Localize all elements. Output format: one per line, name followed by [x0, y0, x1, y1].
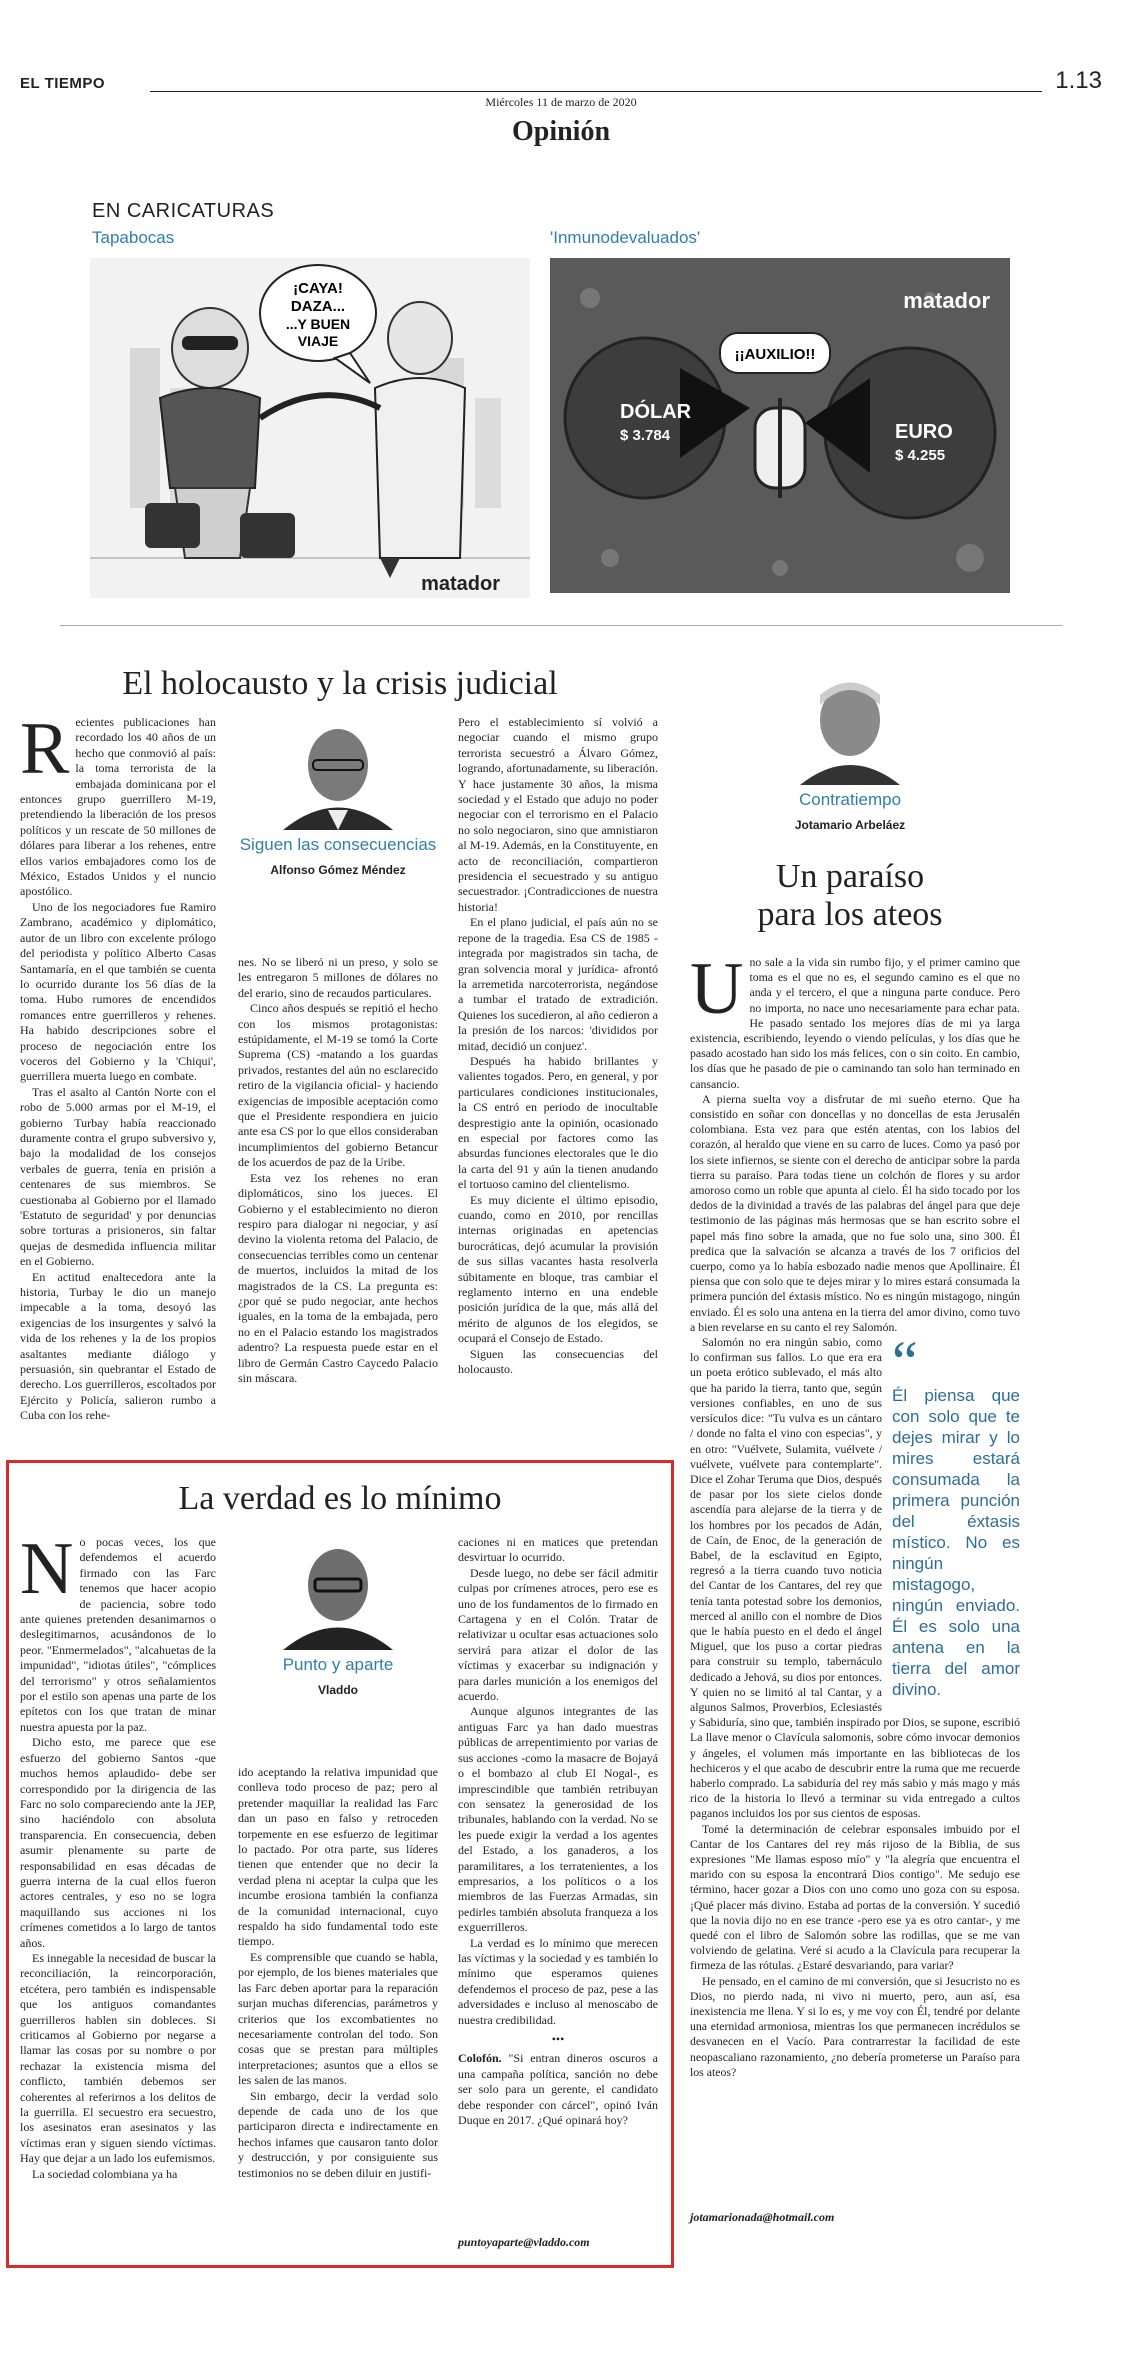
article1-column-2 [238, 955, 438, 1386]
author-photo-vladdo [273, 1535, 403, 1650]
article1-paragraph: Tras el asalto al Cantón Norte con el robo de 5.000 armas por el M-19, el gobierno Turbay había reaccionado duramente contra el grupo subversivo y, bajo la modalidad de los consejos verbales de guerra, tenía en prisión a centenares de sus miembros. Se cuestionaba al Gobierno por el llamado 'Estatuto de seguridad' y por denuncias sobre torturas a prisioneros, sin faltar quejas de desmedida influencia militar en el Gobierno. [20, 1084, 216, 1269]
cartoon-inmunodevaluados [550, 258, 1010, 593]
article3-author: Vladdo [317, 1683, 358, 1697]
article3-paragraph: Aunque algunos integrantes de las antiguas Farc ya han dado muestras públicas de arrepentimiento por varias de sus acciones -como la masacre de Bojayá o el bombazo al club El Nogal-, es imprescindible que también retribuyan con sensatez la generosidad de los tribunales, hablando con la verdad. No se les puede exigir la verdad a los agentes del Estado, a los ganaderos, a los paramilitares, a los terratenientes, a los empresarios, a los políticos o a los miembros de las Fuerzas Armadas, sin pedirles también absoluta franqueza a los exguerrilleros. [458, 1704, 658, 1935]
article1-paragraph: En actitud enaltecedora ante la historia, Turbay le dio un manejo impecable a la toma, desoyó las exigencias de los insurgentes y salvó la vida de los rehenes y la de los propios asaltantes mediante diálogo y persuasión, sin quebrantar el Estado de derecho. Los guerrilleros, escoltados por Ejército y Policía, salieron rumbo a Cuba con los rehe- [20, 1269, 216, 1423]
article2-dropcap: U [690, 948, 744, 1030]
section-divider [60, 625, 1062, 626]
article3-colofon [458, 2051, 658, 2128]
article1-column-name: Siguen las consecuencias [239, 835, 437, 854]
cartoon-tapabocas [90, 258, 530, 598]
article3-paragraph: ido aceptando la relativa impunidad que conlleva todo proceso de paz; pero al pretender maquillar la realidad las Farc dan un paso en falso y retroceden torpemente en ese esfuerzo de legitimar lo pactado. Por otra parte, sus líderes tienen que entender que no decir la verdad plena ni aceptar la culpa que les incumbe erosiona también la confianza de la comunidad internacional, cuyo respaldo ha sido fundamental todo este tiempo. [238, 1765, 438, 1949]
page-number: 1.13 [1055, 67, 1102, 94]
article2-headline-line2: para los ateos [757, 896, 943, 933]
author-photo-gomez [273, 715, 403, 830]
article2-headline [690, 858, 1010, 934]
article3-dropcap: N [20, 1528, 74, 1610]
article2-headline-line1: Un paraíso [775, 858, 925, 895]
article3-paragraph: o pocas veces, los que defendemos el acuerdo firmado con las Farc tenemos que hacer acopio de paciencia, sobre todo ante quienes pretenden desanimarnos o deslegitimarnos, acusándonos de lo peor. "Enmermelados", "alcahuetas de la impunidad", "idiotas útiles", "cómplices del terrorismo" y otros señalamientos por el estilo son apenas una parte de los epítetos con los que tratan de minar nuestra apuesta por la paz. [20, 1535, 216, 1734]
article1-paragraph: Cinco años después se repitió el hecho con los mismos protagonistas: estúpidamente, el M-19 se tomó la Corte Suprema (CS) -matando a los guardas privados, restantes del aún no esclarecido retiro de la vigilancia oficial- y haciendo exigencias de imposible aceptación como que el Presidente respondiera en juicio ante esa CS por lo que ellos consideraban incumplimientos del gobierno Betancur de los acuerdos de paz de la Uribe. [238, 1001, 438, 1170]
article3-paragraph: Es comprensible que cuando se habla, por ejemplo, de los bienes materiales que las Farc deben aportar para la reparación surjan muchas diferencias, parámetros y criterios que los excombatientes no necesariamente controlan del todo. Son cosas que se prestan para múltiples interpretaciones; asuntos que a ellos se les salen de las manos. [238, 1949, 438, 2088]
colofon-label: Colofón. [458, 2051, 502, 2066]
article2-author: Jotamario Arbeláez [794, 818, 906, 832]
cartoon-left-subtitle: Tapabocas [92, 228, 175, 247]
article3-separator: ••• [551, 2032, 565, 2046]
newspaper-brand: EL TIEMPO [20, 75, 106, 92]
article3-paragraph: Es innegable la necesidad de buscar la reconciliación, la reincorporación, etcétera, pero también es indispensable que los antiguos comandantes guerrilleros hablen sin dobleces. Si criticamos al Gobierno por negarse a llamar las cosas por su nombre o por rechazar la existencia misma del conflicto, también debemos ser coherentes al referirnos a los delitos de la guerrilla. El secuestro era secuestro, los asesinatos eran asesinatos y las víctimas eran y siguen siendo víctimas. Hay que dejar a un lado los eufemismos. [20, 1950, 216, 2166]
article3-paragraph: La sociedad colombiana ya ha [32, 2166, 178, 2181]
article1-dropcap: R [20, 708, 70, 790]
article1-column-1 [20, 708, 216, 1424]
quote-mark-icon: “ [892, 1329, 918, 1395]
article3-column-name: Punto y aparte [282, 1655, 394, 1674]
auxilio-bubble: ¡¡AUXILIO!! [734, 346, 816, 363]
article3-column-2 [238, 1765, 438, 2181]
article2-byline [730, 665, 970, 832]
cartoonist-signature: matador [421, 573, 500, 595]
article1-headline: El holocausto y la crisis judicial [122, 665, 558, 702]
euro-label: EURO [895, 421, 953, 443]
article2-body [690, 948, 1020, 2080]
article2-pullquote [892, 1329, 1020, 1700]
bubble-line-4: VIAJE [297, 333, 339, 349]
article3-paragraph: Dicho esto, me parece que ese esfuerzo del gobierno Santos -que muchos hemos aplaudido- debe ser correspondido por la dirigencia de las Farc no solo compareciendo ante la JEP, sino haciéndolo con absoluta transparencia. En consecuencia, deben asumir plenamente su parte de responsabilidad en esas décadas de guerra interna de la cual ellos fueron actores centrales, y eso no se logra maquillando sus acciones ni los crímenes cometidos a lo largo de tantos años. [20, 1735, 216, 1950]
article3-email[interactable]: puntoyaparte@vladdo.com [458, 2235, 590, 2249]
article3-column-3 [458, 1535, 658, 2128]
dolar-value: $ 3.784 [620, 427, 671, 444]
article1-paragraph: Después ha habido brillantes y valientes togados. Pero, en general, y por particulares condiciones institucionales, la CS entró en periodo de inocultable desprestigio ante la opinión, ocasionado en especial por factores como las absurdas funciones electorales que le dio la carta del 91 y aún la tienen anudando el tortuoso camino del clientelismo. [458, 1053, 658, 1192]
cartoonist-signature-right: matador [903, 288, 990, 313]
article2-column-name: Contratiempo [798, 790, 902, 809]
article3-paragraph: La verdad es lo mínimo que merecen las víctimas y la sociedad y es también lo mínimo que esperamos quienes defendemos el proceso de paz, pese a las adversidades e incluso al menoscabo de nuestra credibilidad. [458, 1935, 658, 2027]
article1-author: Alfonso Gómez Méndez [270, 863, 406, 877]
bubble-line-2: DAZA... [290, 298, 346, 315]
article2-paragraph: no sale a la vida sin rumbo fijo, y el primer camino que toma es el que no es, el segundo camino es el que no anda y el tercero, el que a ninguna parte conduce. Pero no importa, no nace uno necesariamente para echar pata. He pasado sentado los mejores días de mi ya larga existencia, escribiendo, leyendo o viendo películas, y los días que he pasado acostado han sido los más felices, con o sin coito. En cambio, los días que he pasado de pie o caminando tan solo han terminado en cansancio. [690, 955, 1020, 1091]
article1-paragraph: Pero el establecimiento sí volvió a negociar cuando el mismo grupo terrorista secuestró a Álvaro Gómez, logrando, afortunadamente, su liberación. Y hace justamente 30 años, la misma sociedad y el Estado que adujo no poder negociar con el terrorismo en el Palacio no solo negociaron, sino que amnistiaron al M-19. Además, en la Constituyente, en acto de reconciliación, compartieron presidencia el secuestrado y su antiguo secuestrador. ¡Contradicciones de nuestra historia! [458, 715, 658, 914]
article1-paragraph: Esta vez los rehenes no eran diplomáticos, sino los jueces. El Gobierno y el establecimiento no dieron respiro para dialogar ni negociar, y así devino la violenta retoma del Palacio, de consecuencias terribles como un centenar de muertos, incluidos la mitad de los magistrados de la CS. La pregunta es: ¿por qué se pudo negociar, ante hechos iguales, en la toma de la embajada, pero no en el Palacio estando los magistrados adentro? La respuesta puede estar en el libro de Germán Castro Caycedo Palacio sin máscara. [238, 1170, 438, 1385]
article1-paragraph: ecientes publicaciones han recordado los 40 años de un hecho que conmovió al país: la toma terrorista de la embajada dominicana por el entonces grupo guerrillero M-19, pretendiendo la liberación de los presos políticos y un rescate de 50 millones de dólares para liberar a los rehenes, entre ellos varios embajadores como los de México, Estados Unidos y el nuncio apostólico. [20, 715, 216, 899]
article1-paragraph: Uno de los negociadores fue Ramiro Zambrano, académico y diplomático, autor de un libro con excelente prólogo del periodista y político Alberto Casas Santamaría, en el que también se cuenta lo ocurrido durante los 56 días de la toma. Hubo rumores de encendidos romances entre guerrilleros y rehenes. Ha habido descripciones sobre el proceso de negociación entre los voceros del Gobierno y la 'Chiqui', guerrillera muerta luego en combate. [20, 899, 216, 1084]
article2-paragraph: Tomé la determinación de celebrar esponsales imbuido por el Cantar de los Cantares del rey más rijoso de la Biblia, de sus expresiones "Me llamas esposo mío" y "la alegría que encuentra el marido con su esposa la encontrará Dios contigo". Me sedujo ese término, hacer gozar a Dios con uno como uno goza con su esposa. ¡Qué placer más divino. Estaba ad portas de la conversión. Y sucedió que la novia dijo no en ese trance -pero ese ya es otro cantar-, y me quedé con el libro de Salomón sobre las rodillas, que se me van volviendo de gelatina. Veré si acudo a la Clavícula para recuperar la firmeza de las rótulas. ¿Estaré desvariando, para variar? [690, 1821, 1020, 1973]
article2-email[interactable]: jotamarionada@hotmail.com [690, 2210, 835, 2224]
cartoon-inmunodevaluados-drawing [550, 258, 1010, 593]
dolar-label: DÓLAR [620, 401, 692, 423]
article2-paragraph: A pierna suelta voy a disfrutar de mi sueño eterno. Que ha consistido en soñar con doncellas y no doncellas de esta Jerusalén colombiana. Esta vez para que estén atentas, con los labios del corazón, al heraldo que viene en su carro de luces. Como ya pasó por los siete infiernos, se siente con el derecho de anticipar sobre la parda tierra su paraíso. Para todas tiene un colchón de flores y su ardor amoroso como un roble que apunta al cielo. Él ha sido tocado por los dedos de la divinidad a través de las palabras del ángel para que deje testimonio de las páginas más hermosas que se han escrito sobre el papel más fino sobre la amada, que no fue solo una, sino 300. Él predica que la salvación se alcanza a través de los 7 orificios del cuerpo, como ya lo había esbozado nadie menos que Apollinaire. Él piensa que con solo que te dejes mirar y lo mires estará consumada la primera punción del éxtasis místico. No es ningún mistagogo, ningún enviado. Él es solo una antena en la tierra del amor divino, como tuvo a bien revelarse en su canto el rey Salomón. [690, 1091, 1020, 1334]
article3-paragraph: Desde luego, no debe ser fácil admitir culpas por crímenes atroces, pero ese es uno de los fundamentos de lo firmado en Cartagena y en el Colón. Tratar de relativizar u ocultar esas actuaciones solo servirá para atizar el dolor de las víctimas y exacerbar su indignación y para darles munición a los enemigos del acuerdo. [458, 1565, 658, 1704]
article3-column-1 [20, 1528, 216, 2182]
euro-value: $ 4.255 [895, 447, 946, 464]
caricaturas-title: EN CARICATURAS [92, 200, 275, 222]
article3-paragraph: Sin embargo, decir la verdad solo depende de cada uno de los que participaron directa e indirectamente en hechos infames que causaron tanto dolor y destrucción, y por consiguiente sus testimonios no se deben diluir en justifi- [238, 2088, 438, 2180]
article3-byline [238, 1535, 438, 1697]
header-rule [150, 91, 1042, 92]
article1-paragraph: Es muy diciente el último episodio, cuando, como en 2010, por rencillas internas originadas en apetencias burocráticas, dejó acumular la provisión de sus sillas vacantes hasta resolverla súbitamente en bloque, tras cambiar el reglamento interno en una endeble posición jurídica de la que, más allá del mérito de algunos de los elegidos, se ocupará el Consejo de Estado. [458, 1192, 658, 1346]
article3-paragraph: caciones ni en matices que pretendan desvirtuar lo ocurrido. [458, 1535, 658, 1565]
pullquote-text: Él piensa que con solo que te dejes mirar y lo mires estará consumada la primera punción del éxtasis místico. No es ningún mistagogo, ningún enviado. Él es solo una antena en la tierra del amor divino. [892, 1386, 1020, 1700]
colofon-text: "Si entran dineros oscuros a una campaña política, sanción no debe ser solo para un gerente, el candidato debe responder con cárcel", opinó Iván Duque en 2017. ¿Qué opinará hoy? [458, 2051, 659, 2128]
bubble-line-1: ¡CAYA! [293, 280, 343, 297]
section-title: Opinión [511, 116, 611, 147]
bubble-line-3: ...Y BUEN [285, 316, 351, 332]
cartoon-right-subtitle: 'Inmunodevaluados' [550, 228, 701, 247]
article3-headline: La verdad es lo mínimo [178, 1480, 502, 1517]
article1-byline [238, 715, 438, 877]
cartoon-tapabocas-drawing [90, 258, 530, 598]
article1-paragraph: Siguen las consecuencias del holocausto. [458, 1346, 658, 1377]
article1-paragraph: nes. No se liberó ni un preso, y solo se les entregaron 5 millones de dólares no del erario, sino de recaudos particulares. [238, 955, 438, 1000]
article1-paragraph: En el plano judicial, el país aún no se repone de la tragedia. Esa CS de 1985 -integrada por magistrados sin tacha, de gran solvencia moral y jurídica- afrontó la arremetida narcoterrorista, negándose a tumbar el tratado de extradición. Quienes los sucedieron, al año cedieron a la presión de los narcos: 'divididos por mitad, decidió un conjuez'. [458, 915, 658, 1053]
article2-paragraph: Salomón no era ningún sabio, como lo confirman sus fallos. Lo que era era un poeta erótico sublevado, el más alto que ha parido la tierra, tanto que, según versiones confiables, en uno de sus versículos dice: "Tu vulva es un cántaro / donde no falta el vino con especias", y en otro: "Vuélvete, Sulamita, vuélvete / vuélvete, vuélvete para contemplarte". Dice el Zohar Teruma que Dios, después de pasar por los siete cielos donde ascendía para alejarse de la tierra y de los hombres por los pecados de Adán, de Caín, de Enoc, de la generación de Babel, de la esclavitud en Egipto, regresó a la tierra cuando tuvo noticia del Cantar de los Cantares, del rey que tenía tanta potestad sobre los demonios, merced al anillo con el nombre de Dios que le había puesto en el dedo el ángel Miguel, que los puso a cortar piedras para construir su templo, tabernáculo dedicado a Jehová, su dios por entonces. Y quien no se limitó al tal Cantar, y a algunos Salmos, Proverbios, Eclesiastés y Sabiduría, sino que, también inspirado por Dios, se supone, escribió La llave menor o Clavícula salomonis, sobre cómo invocar demonios y ángeles, el volumen más importante en las bibliotecas de los hechiceros y el que acabo de descubrir entre la ruma que me recuerde haberlo comprado. La sabiduría del rey más sabio y más mago y más rico de la historia lo llevó a terminar su vida entregado a cultos paganos incluidos los por sus cientos de esposas. [690, 1335, 1020, 1821]
article2-paragraph: He pensado, en el camino de mi conversión, que si Jesucristo no es Dios, no pierdo nada, ni vivo ni muerto, pero, aun así, esa inexistencia me llena. Y si lo es, y me voy con Él, tendré por delante una eternidad armoniosa, mientras los que permanecen incrédulos se desvanecen en el Vacío. Para contrarrestar la facilidad de este neopascaliano razonamiento, ¿no debería prometerse un Paraíso para los ateos? [690, 1973, 1020, 2079]
issue-date: Miércoles 11 de marzo de 2020 [485, 95, 637, 109]
author-photo-arbelaez [795, 665, 905, 785]
article1-column-3 [458, 715, 658, 1377]
